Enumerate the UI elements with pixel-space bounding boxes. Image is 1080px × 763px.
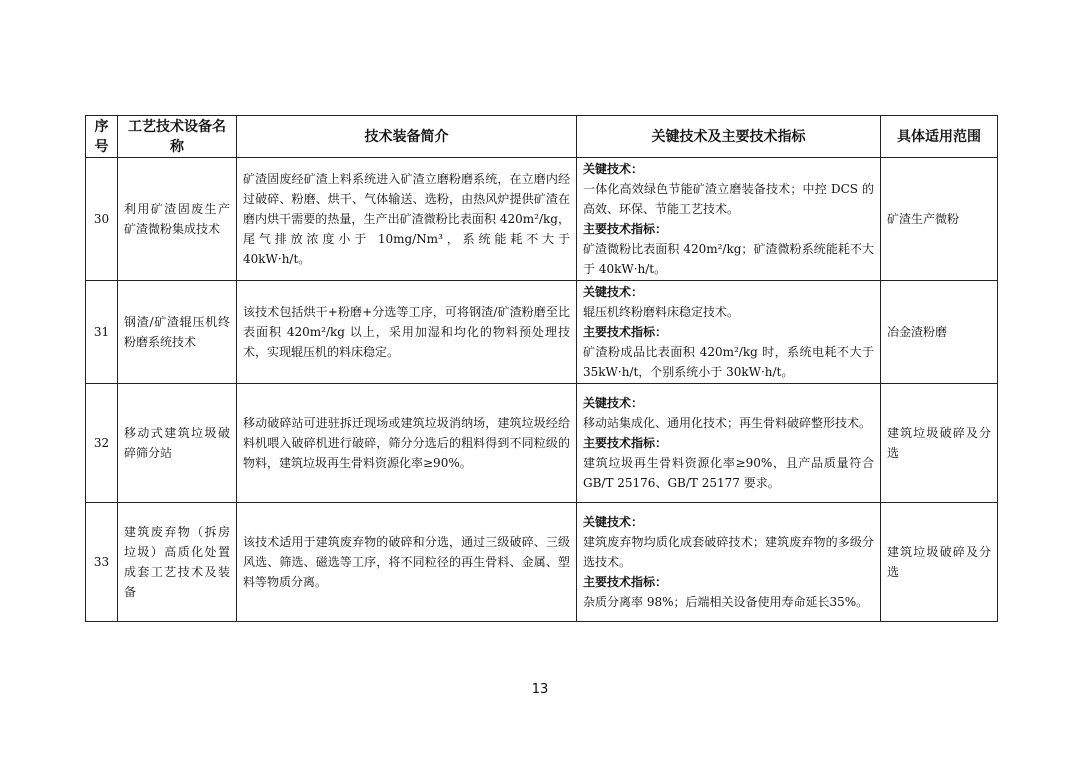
key-tech-text: 辊压机终粉磨料床稳定技术。 — [583, 305, 740, 319]
table-header-row — [86, 116, 998, 158]
header-name: 工艺技术设备名称 — [118, 116, 237, 158]
header-intro: 技术装备简介 — [237, 116, 577, 158]
table-row — [86, 384, 998, 503]
key-tech-label: 关键技术： — [583, 515, 644, 529]
table-row — [86, 503, 998, 622]
equipment-intro: 矿渣固废经矿渣上料系统进入矿渣立磨粉磨系统，在立磨内经过破碎、粉磨、烘干、气体输送、选粉，由热风炉提供矿渣在磨内烘干需要的热量，生产出矿渣微粉比表面积 420m²/kg，尾气排放浓度小于 10mg/Nm³，系统能耗不大于 40kW·h/t。 — [237, 158, 577, 281]
technology-table — [85, 115, 998, 622]
key-tech-text: 一体化高效绿色节能矿渣立磨装备技术；中控 DCS 的高效、环保、节能工艺技术。 — [583, 182, 874, 216]
application-scope: 矿渣生产微粉 — [881, 158, 998, 281]
header-key: 关键技术及主要技术指标 — [577, 116, 881, 158]
equipment-intro: 移动破碎站可进驻拆迁现场或建筑垃圾消纳场，建筑垃圾经给料机喂入破碎机进行破碎，筛分分选后的粗料得到不同粒级的物料，建筑垃圾再生骨料资源化率≥90%。 — [237, 384, 577, 503]
equipment-name: 利用矿渣固废生产矿渣微粉集成技术 — [118, 158, 237, 281]
key-tech-label: 关键技术： — [583, 285, 644, 299]
index-label: 主要技术指标： — [583, 436, 668, 450]
equipment-name: 移动式建筑垃圾破碎筛分站 — [118, 384, 237, 503]
equipment-name: 建筑废弃物（拆房垃圾）高质化处置成套工艺技术及装备 — [118, 503, 237, 622]
header-scope: 具体适用范围 — [881, 116, 998, 158]
table-row — [86, 158, 998, 281]
equipment-intro: 该技术适用于建筑废弃物的破碎和分选，通过三级破碎、三级风选、筛选、磁选等工序，将不同粒径的再生骨料、金属、塑料等物质分离。 — [237, 503, 577, 622]
index-label: 主要技术指标： — [583, 575, 668, 589]
key-tech-cell — [577, 384, 881, 503]
key-tech-label: 关键技术： — [583, 162, 644, 176]
page-number: 13 — [531, 682, 549, 697]
equipment-intro: 该技术包括烘干+粉磨+分选等工序，可将钢渣/矿渣粉磨至比表面积 420m²/kg 以上，采用加湿和均化的物料预处理技术，实现辊压机的料床稳定。 — [237, 281, 577, 384]
application-scope: 建筑垃圾破碎及分选 — [881, 503, 998, 622]
header-no: 序号 — [86, 116, 118, 158]
index-text: 建筑垃圾再生骨料资源化率≥90%，且产品质量符合 GB/T 25176、GB/T 25177 要求。 — [583, 456, 874, 490]
key-tech-text: 移动站集成化、通用化技术；再生骨料破碎整形技术。 — [583, 416, 872, 430]
index-label: 主要技术指标： — [583, 325, 668, 339]
index-label: 主要技术指标： — [583, 222, 668, 236]
table-row — [86, 281, 998, 384]
index-text: 杂质分离率 98%；后端相关设备使用寿命延长35%。 — [583, 595, 869, 609]
row-number: 31 — [86, 281, 118, 384]
key-tech-cell — [577, 158, 881, 281]
key-tech-cell — [577, 503, 881, 622]
application-scope: 建筑垃圾破碎及分选 — [881, 384, 998, 503]
application-scope: 冶金渣粉磨 — [881, 281, 998, 384]
row-number: 32 — [86, 384, 118, 503]
key-tech-label: 关键技术： — [583, 396, 644, 410]
key-tech-cell — [577, 281, 881, 384]
equipment-name: 钢渣/矿渣辊压机终粉磨系统技术 — [118, 281, 237, 384]
index-text: 矿渣粉成品比表面积 420m²/kg 时，系统电耗不大于 35kW·h/t，个别系统小于 30kW·h/t。 — [583, 345, 874, 379]
row-number: 30 — [86, 158, 118, 281]
row-number: 33 — [86, 503, 118, 622]
index-text: 矿渣微粉比表面积 420m²/kg；矿渣微粉系统能耗不大于 40kW·h/t。 — [583, 242, 874, 276]
key-tech-text: 建筑废弃物均质化成套破碎技术；建筑废弃物的多级分选技术。 — [583, 535, 874, 569]
